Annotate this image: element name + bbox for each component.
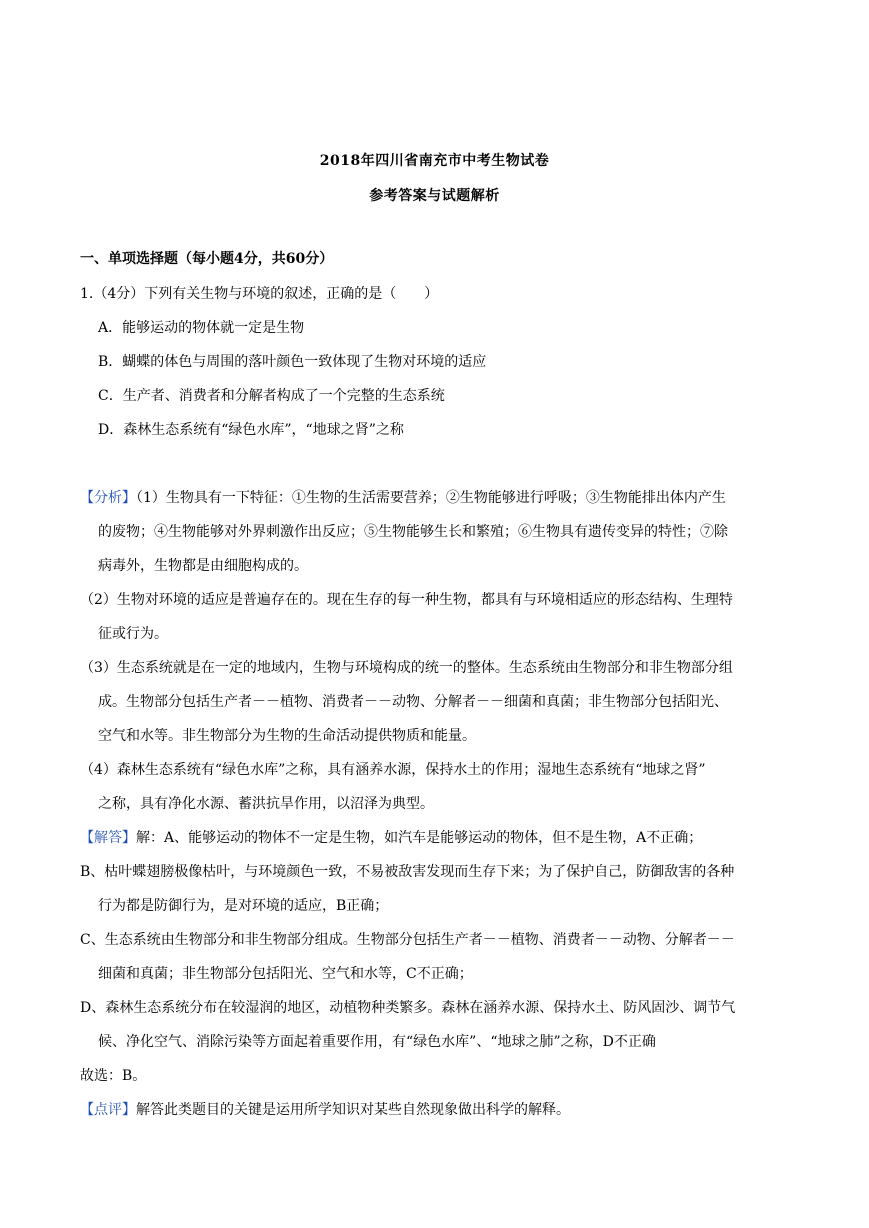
- analysis-line: 成。生物部分包括生产者－－植物、消费者－－动物、分解者－－细菌和真菌；非生物部分包括阳光、: [98, 694, 728, 710]
- option-a: A．能够运动的物体就一定是生物: [98, 320, 305, 336]
- option-c: C．生产者、消费者和分解者构成了一个完整的生态系统: [98, 388, 445, 404]
- comment-text: 解答此类题目的关键是运用所学知识对某些自然现象做出科学的解释。: [136, 1102, 570, 1118]
- answer-line: B、枯叶蝶翅膀极像枯叶，与环境颜色一致，不易被敌害发现而生存下来；为了保护自己，防御敌害的各种: [80, 864, 735, 880]
- comment-tag: 【点评】: [80, 1102, 136, 1118]
- analysis-line: （2）生物对环境的适应是普遍存在的。现在生存的每一种生物，都具有与环境相适应的形态结构、生理特: [80, 592, 733, 608]
- answer-line: 细菌和真菌；非生物部分包括阳光、空气和水等，C不正确；: [98, 966, 473, 982]
- answer-conclusion: 故选：B。: [80, 1068, 147, 1084]
- analysis-line: 征或行为。: [98, 626, 168, 642]
- answer-line: C、生态系统由生物部分和非生物部分组成。生物部分包括生产者－－植物、消费者－－动物、分解者－－: [80, 932, 735, 948]
- answer-line: 解：A、能够运动的物体不一定是生物，如汽车是能够运动的物体，但不是生物，A不正确；: [136, 830, 703, 846]
- option-d: D．森林生态系统有“绿色水库”，“地球之肾”之称: [98, 422, 404, 438]
- comment-line: [80, 1100, 570, 1120]
- analysis-tag: 【分析】: [80, 490, 136, 506]
- analysis-line: 空气和水等。非生物部分为生物的生命活动提供物质和能量。: [98, 728, 476, 744]
- answer-line: 行为都是防御行为，是对环境的适应，B正确；: [98, 898, 389, 914]
- document-subtitle: 参考答案与试题解析: [369, 188, 500, 204]
- analysis-line: （1）生物具有一下特征：①生物的生活需要营养；②生物能够进行呼吸；③生物能排出体内产生: [136, 490, 726, 506]
- analysis-line: 的废物；④生物能够对外界刺激作出反应；⑤生物能够生长和繁殖；⑥生物具有遗传变异的特性；⑦除: [98, 524, 728, 540]
- analysis-first-line: [80, 488, 726, 508]
- section-heading: 一、单项选择题（每小题4分，共60分）: [80, 251, 334, 267]
- answer-tag: 【解答】: [80, 830, 136, 846]
- answer-first-line: [80, 828, 702, 848]
- option-b: B．蝴蝶的体色与周围的落叶颜色一致体现了生物对环境的适应: [98, 354, 487, 370]
- analysis-line: 之称，具有净化水源、蓄洪抗旱作用，以沼泽为典型。: [98, 796, 434, 812]
- analysis-line: （3）生态系统就是在一定的地域内，生物与环境构成的统一的整体。生态系统由生物部分和非生物部分组: [80, 660, 733, 676]
- answer-line: D、森林生态系统分布在较湿润的地区，动植物种类繁多。森林在涵养水源、保持水土、防风固沙、调节气: [80, 1000, 736, 1016]
- answer-line: 候、净化空气、消除污染等方面起着重要作用，有“绿色水库”、“地球之肺”之称，D不正确: [98, 1034, 656, 1050]
- analysis-line: （4）森林生态系统有“绿色水库”之称，具有涵养水源，保持水土的作用；湿地生态系统有“地球之肾”: [80, 762, 706, 778]
- question-stem: 1.（4分）下列有关生物与环境的叙述，正确的是（ ）: [80, 286, 439, 302]
- document-title: 2018年四川省南充市中考生物试卷: [319, 153, 550, 169]
- analysis-line: 病毒外，生物都是由细胞构成的。: [98, 558, 308, 574]
